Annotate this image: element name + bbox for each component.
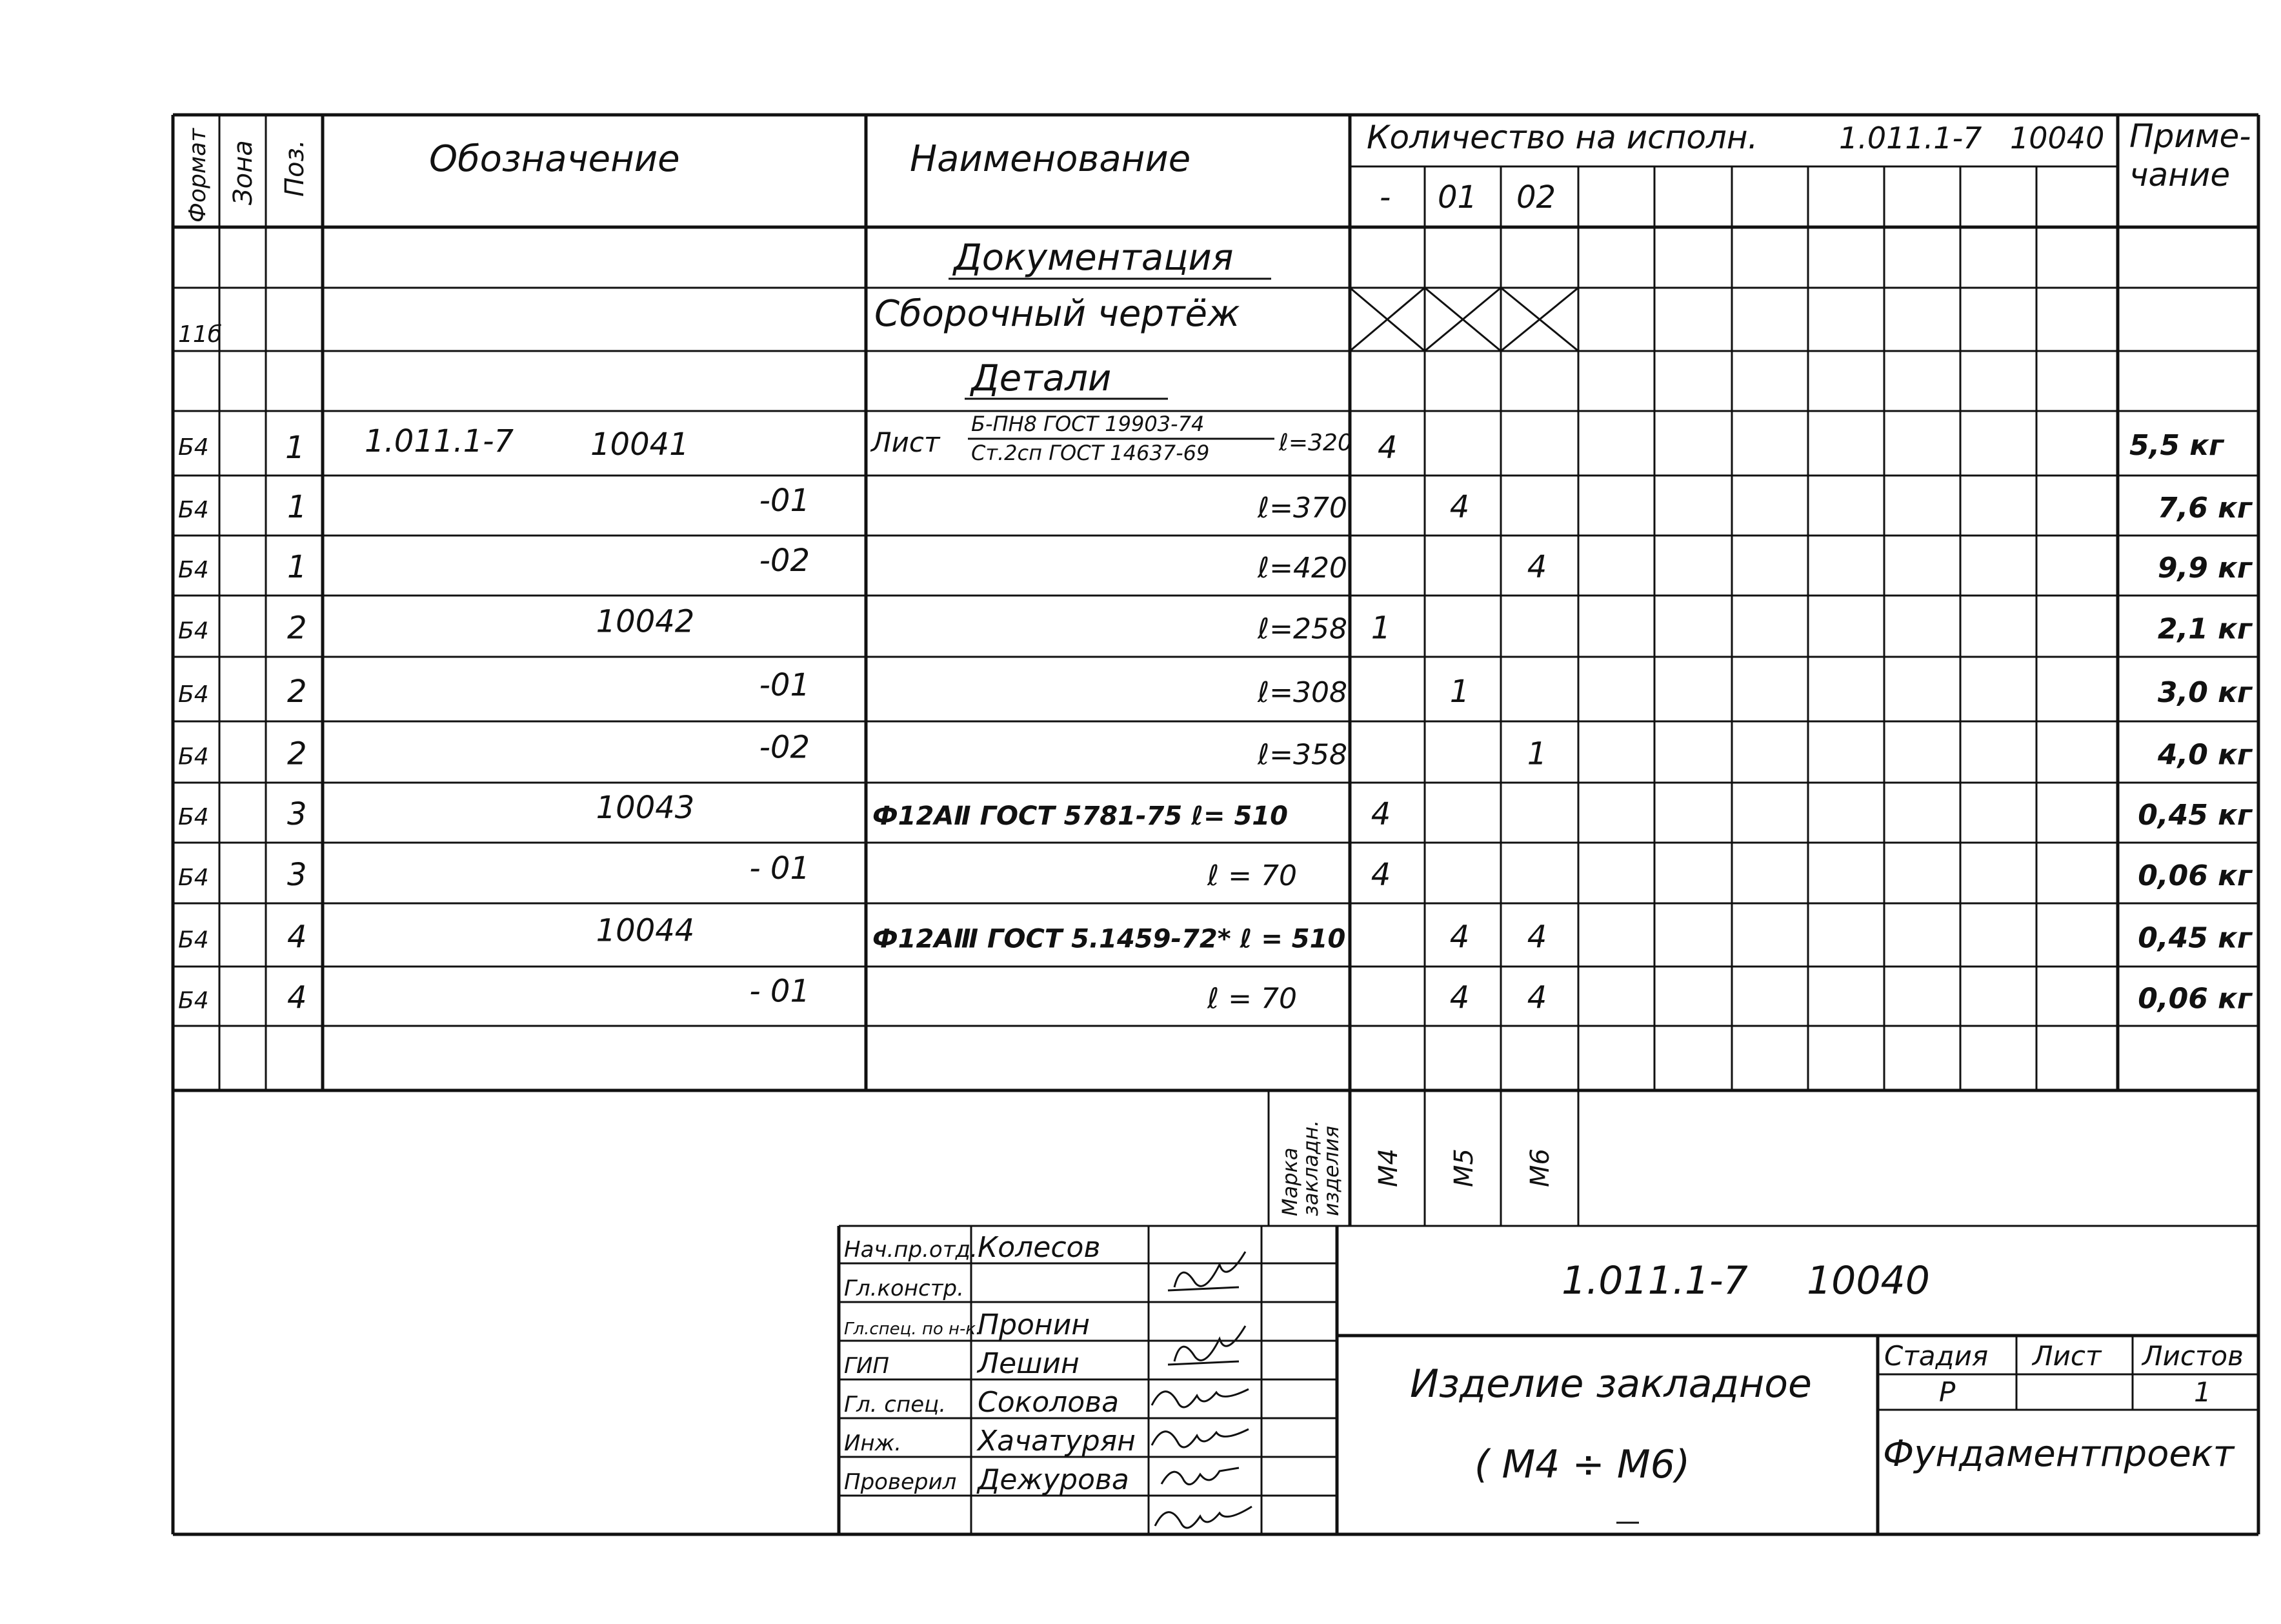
title-name: Изделие закладное bbox=[1410, 1361, 1812, 1407]
row1-length: ℓ=320 bbox=[1279, 430, 1352, 456]
header-format: Формат bbox=[185, 128, 211, 223]
row-qty-01: 4 bbox=[1449, 979, 1470, 1016]
marking-m5: М5 bbox=[1449, 1148, 1479, 1187]
row-designation: -02 bbox=[759, 543, 810, 579]
row-qty-01: 4 bbox=[1449, 919, 1470, 956]
row-pos: 2 bbox=[287, 736, 307, 772]
row-designation: - 01 bbox=[749, 973, 810, 1010]
spec-rows bbox=[178, 483, 2253, 1016]
row-note: 9,9 кг bbox=[2157, 552, 2252, 585]
row-pos: 3 bbox=[287, 856, 307, 893]
stage-label: Стадия bbox=[1884, 1340, 1989, 1372]
title-doc-num: 10040 bbox=[1807, 1258, 1930, 1303]
row-name: ℓ = 70 bbox=[1207, 982, 1297, 1016]
row1-material-top: Б-ПН8 ГОСТ 19903-74 bbox=[971, 412, 1205, 436]
signature-name: Лешин bbox=[978, 1347, 1080, 1380]
row-note: 2,1 кг bbox=[2157, 612, 2252, 646]
marking-m6: М6 bbox=[1525, 1148, 1555, 1187]
row1-qty-base: 4 bbox=[1378, 430, 1398, 466]
marking-label-1: Марка bbox=[1278, 1147, 1302, 1216]
row-note: 0,06 кг bbox=[2138, 859, 2252, 892]
row-qty-02: 4 bbox=[1527, 979, 1547, 1016]
row-pos: 4 bbox=[287, 979, 307, 1016]
doc-row-format: 11б bbox=[178, 321, 223, 348]
row-note: 3,0 кг bbox=[2157, 676, 2252, 709]
header-qty-doc: 1.011.1-7 bbox=[1839, 121, 1982, 155]
row-pos: 2 bbox=[287, 674, 307, 710]
row-qty-base: 1 bbox=[1371, 610, 1391, 647]
row1-pos: 1 bbox=[285, 430, 305, 466]
row-note: 0,06 кг bbox=[2138, 982, 2252, 1016]
header-designation: Обозначение bbox=[429, 138, 680, 180]
organization: Фундаментпроект bbox=[1883, 1433, 2235, 1475]
signature-name: Колесов bbox=[978, 1231, 1101, 1264]
spec-header bbox=[185, 117, 2251, 223]
row-pos: 1 bbox=[287, 489, 307, 526]
signature-role: Гл.спец. по н-к. bbox=[844, 1319, 981, 1339]
sheets-value: 1 bbox=[2194, 1376, 2211, 1408]
header-var-02: 02 bbox=[1516, 179, 1556, 216]
section-documentation: Документация bbox=[954, 237, 1234, 279]
row-qty-01: 1 bbox=[1449, 674, 1470, 710]
row-format: Б4 bbox=[178, 864, 209, 891]
header-name: Наименование bbox=[910, 138, 1191, 180]
header-qty-num: 10040 bbox=[2010, 121, 2105, 155]
signature-name: Соколова bbox=[978, 1386, 1120, 1419]
header-note-2: чание bbox=[2129, 156, 2231, 194]
row-note: 7,6 кг bbox=[2157, 492, 2252, 525]
row-note: 0,45 кг bbox=[2138, 921, 2252, 955]
row-pos: 1 bbox=[287, 549, 307, 586]
row-designation: 10043 bbox=[596, 790, 695, 827]
stage-value: Р bbox=[1939, 1376, 1956, 1408]
doc-row-name: Сборочный чертёж bbox=[874, 293, 1240, 335]
signature-name: Дежурова bbox=[978, 1463, 1129, 1496]
signature-role: Гл. спец. bbox=[844, 1392, 947, 1418]
row-format: Б4 bbox=[178, 681, 209, 708]
sheet-label: Лист bbox=[2033, 1340, 2102, 1372]
row1-designation-num: 10041 bbox=[590, 426, 689, 463]
row-format: Б4 bbox=[178, 927, 209, 954]
title-doc-code: 1.011.1-7 bbox=[1562, 1258, 1748, 1303]
row-name: ℓ=420 bbox=[1257, 552, 1347, 585]
row-name: ℓ = 70 bbox=[1207, 859, 1297, 892]
row1-designation: 1.011.1-7 bbox=[365, 423, 514, 459]
header-zone: Зона bbox=[228, 140, 258, 205]
row-qty-01: 4 bbox=[1449, 489, 1470, 526]
row-note: 4,0 кг bbox=[2157, 738, 2252, 772]
row-format: Б4 bbox=[178, 617, 209, 645]
row-pos: 2 bbox=[287, 610, 307, 647]
row-format: Б4 bbox=[178, 804, 209, 831]
row-qty-02: 4 bbox=[1527, 549, 1547, 586]
row-qty-base: 4 bbox=[1371, 796, 1391, 833]
row1-note: 5,5 кг bbox=[2129, 429, 2224, 462]
row-name: Ф12АⅡ ГОСТ 5781-75 ℓ= 510 bbox=[872, 801, 1288, 832]
title-name-range: ( М4 ÷ М6) bbox=[1474, 1442, 1691, 1487]
row-name: Ф12АⅢ ГОСТ 5.1459-72* ℓ = 510 bbox=[872, 924, 1346, 954]
signature-role: Проверил bbox=[844, 1469, 957, 1495]
row-name: ℓ=370 bbox=[1257, 492, 1347, 525]
row-designation: -01 bbox=[759, 483, 810, 519]
row-format: Б4 bbox=[178, 743, 209, 770]
marking-label-3: изделия bbox=[1319, 1125, 1343, 1216]
spec-sections bbox=[178, 237, 1240, 399]
row-name: ℓ=358 bbox=[1257, 738, 1347, 772]
signature-role: Инж. bbox=[844, 1430, 902, 1456]
row-name: ℓ=308 bbox=[1257, 676, 1347, 709]
header-qty: Количество на исполн. bbox=[1367, 119, 1758, 156]
sheets-label: Листов bbox=[2142, 1340, 2244, 1372]
row-name: ℓ=258 bbox=[1257, 612, 1347, 646]
row-qty-02: 4 bbox=[1527, 919, 1547, 956]
marking-label-2: закладн. bbox=[1298, 1119, 1323, 1216]
header-note-1: Приме- bbox=[2129, 117, 2251, 155]
row-qty-02: 1 bbox=[1527, 736, 1547, 772]
row-designation: 10044 bbox=[596, 912, 695, 949]
row1-format: Б4 bbox=[178, 434, 209, 461]
section-parts: Детали bbox=[971, 357, 1112, 399]
marking-row bbox=[1278, 1120, 1555, 1216]
row-format: Б4 bbox=[178, 987, 209, 1014]
row-pos: 4 bbox=[287, 919, 307, 956]
row-designation: -02 bbox=[759, 729, 810, 766]
header-var-base: - bbox=[1380, 179, 1391, 216]
signature-marks bbox=[1152, 1252, 1252, 1528]
row-format: Б4 bbox=[178, 557, 209, 584]
row-designation: -01 bbox=[759, 667, 810, 703]
header-var-01: 01 bbox=[1438, 179, 1478, 216]
row-qty-base: 4 bbox=[1371, 856, 1391, 893]
header-pos: Поз. bbox=[280, 139, 310, 197]
signature-role: ГИП bbox=[844, 1353, 889, 1379]
row1-material-bottom: Ст.2сп ГОСТ 14637-69 bbox=[971, 441, 1210, 465]
row-pos: 3 bbox=[287, 796, 307, 833]
signature-role: Гл.констр. bbox=[844, 1276, 964, 1301]
marking-m4: М4 bbox=[1374, 1148, 1403, 1187]
row-note: 0,45 кг bbox=[2138, 799, 2252, 832]
row-format: Б4 bbox=[178, 497, 209, 524]
first-part-row bbox=[178, 412, 2225, 466]
row-designation: - 01 bbox=[749, 850, 810, 887]
signature-role: Нач.пр.отд. bbox=[844, 1237, 978, 1263]
signature-name: Хачатурян bbox=[978, 1425, 1136, 1458]
signature-name: Пронин bbox=[978, 1308, 1090, 1341]
row1-name-prefix: Лист bbox=[871, 426, 940, 458]
row-designation: 10042 bbox=[596, 603, 695, 640]
